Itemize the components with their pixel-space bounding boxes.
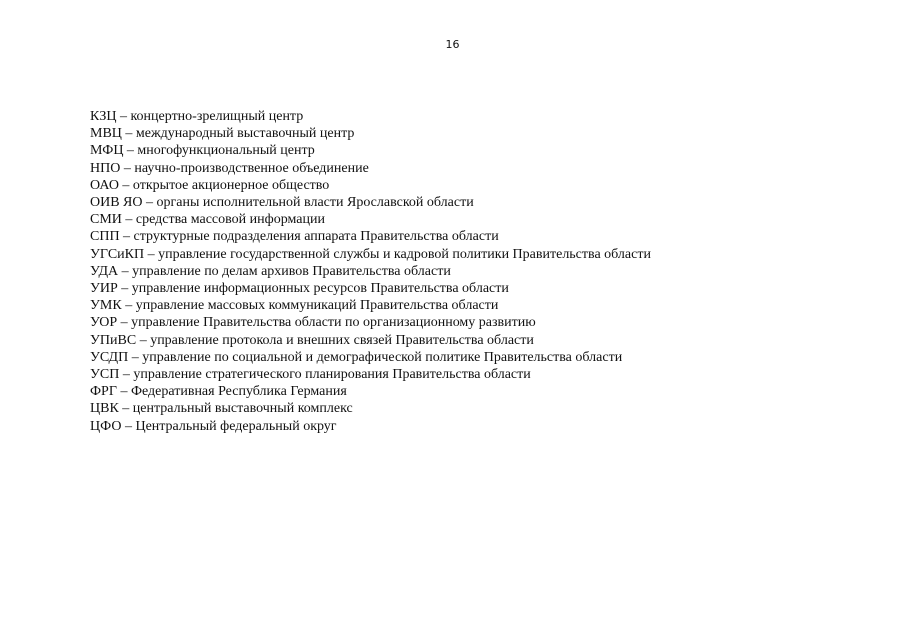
- abbreviation-item: ОАО – открытое акционерное общество: [90, 177, 330, 193]
- abbreviation-item: ЦФО – Центральный федеральный округ: [90, 418, 337, 434]
- abbreviation-item: УМК – управление массовых коммуникаций Правительства области: [90, 298, 499, 314]
- abbreviation-item: ФРГ – Федеративная Республика Германия: [90, 384, 347, 400]
- abbreviation-item: ЦВК – центральный выставочный комплекс: [90, 401, 353, 417]
- abbreviation-item: УСП – управление стратегического планирования Правительства области: [90, 367, 531, 383]
- abbreviation-item: МФЦ – многофункциональный центр: [90, 143, 315, 159]
- abbreviation-item: СПП – структурные подразделения аппарата Правительства области: [90, 229, 499, 245]
- abbreviation-item: УПиВС – управление протокола и внешних связей Правительства области: [90, 332, 534, 348]
- abbreviation-item: УОР – управление Правительства области по организационному развитию: [90, 315, 536, 331]
- abbreviation-item: ОИВ ЯО – органы исполнительной власти Ярославской области: [90, 195, 474, 211]
- abbreviation-item: УГСиКП – управление государственной службы и кадровой политики Правительства области: [90, 246, 651, 262]
- abbreviation-item: УИР – управление информационных ресурсов Правительства области: [90, 281, 509, 297]
- abbreviation-item: МВЦ – международный выставочный центр: [90, 126, 355, 142]
- page-number: 16: [445, 38, 460, 51]
- abbreviation-item: СМИ – средства массовой информации: [90, 212, 325, 228]
- abbreviation-item: УСДП – управление по социальной и демографической политике Правительства области: [90, 349, 623, 365]
- abbreviation-item: УДА – управление по делам архивов Правительства области: [90, 263, 451, 279]
- abbreviation-list: [90, 108, 651, 435]
- abbreviation-item: КЗЦ – концертно-зрелищный центр: [90, 109, 304, 124]
- abbreviation-item: НПО – научно-производственное объединение: [90, 160, 369, 176]
